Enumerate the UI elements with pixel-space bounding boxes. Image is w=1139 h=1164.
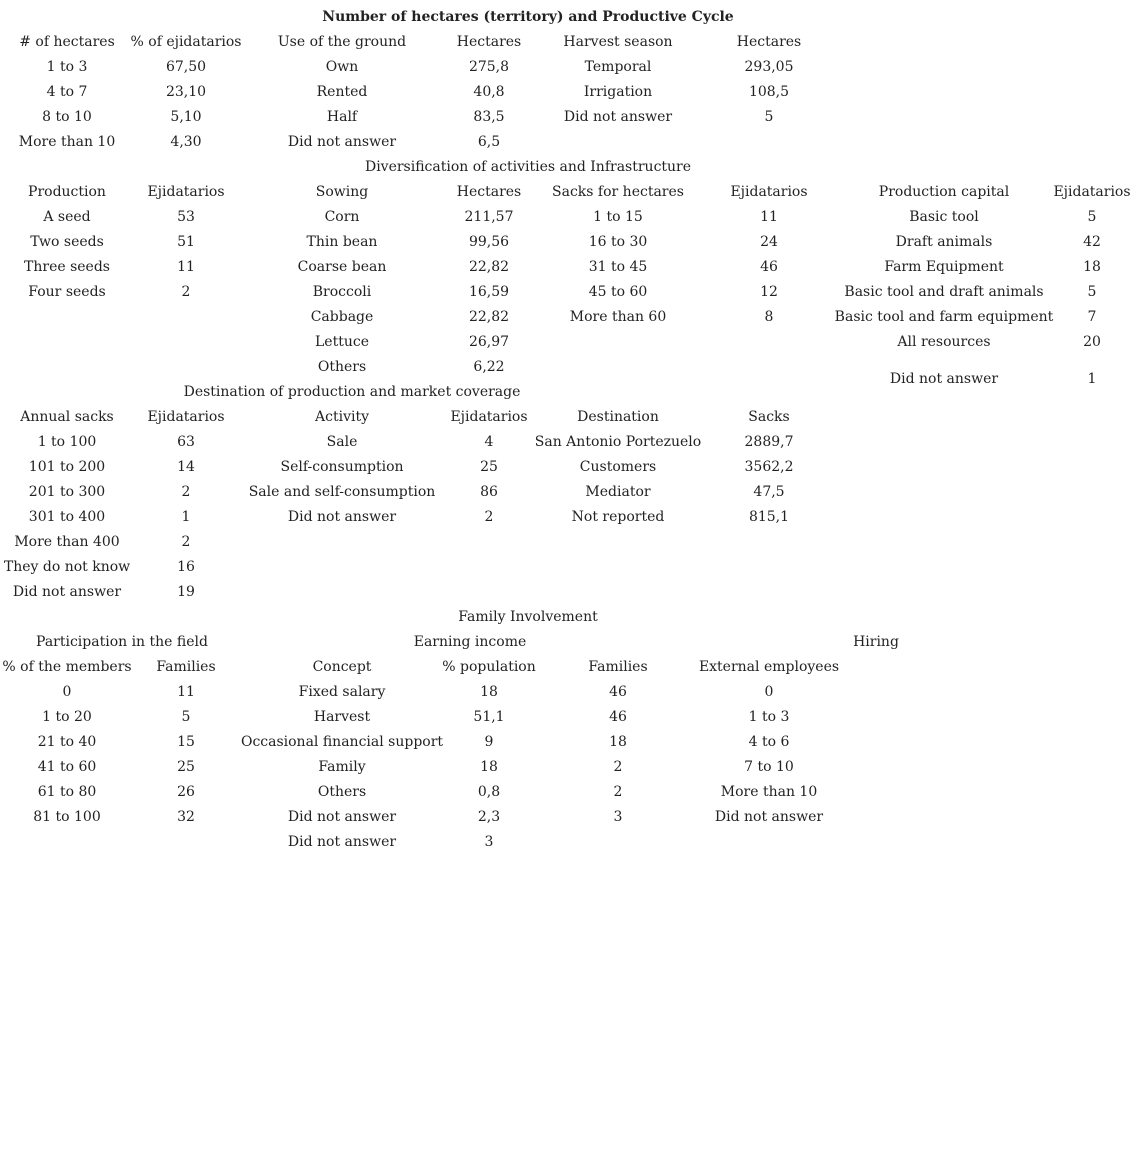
table-cell: Did not answer bbox=[12, 584, 122, 600]
table-cell: 5,10 bbox=[170, 109, 202, 125]
table-cell: 18 bbox=[1083, 259, 1101, 275]
table-cell: 42 bbox=[1083, 234, 1101, 250]
table-cell: 7 bbox=[1087, 309, 1097, 325]
table-cell: They do not know bbox=[3, 559, 131, 575]
table-cell: 12 bbox=[760, 284, 778, 300]
table-cell: 15 bbox=[177, 734, 195, 750]
table-cell: Others bbox=[317, 784, 367, 800]
table-cell: 5 bbox=[1087, 284, 1097, 300]
table-cell: 46 bbox=[609, 684, 627, 700]
table-cell: More than 400 bbox=[14, 534, 120, 550]
table-cell: Sacks bbox=[748, 409, 790, 425]
table-cell: Irrigation bbox=[583, 84, 653, 100]
table-cell: 21 to 40 bbox=[37, 734, 97, 750]
table-cell: 1 to 3 bbox=[46, 59, 88, 75]
table-cell: More than 10 bbox=[18, 134, 116, 150]
table-cell: Sale bbox=[326, 434, 358, 450]
table-cell: Corn bbox=[324, 209, 360, 225]
table-cell: 26,97 bbox=[468, 334, 510, 350]
table-cell: Four seeds bbox=[28, 284, 106, 300]
table-cell: 51 bbox=[177, 234, 195, 250]
table-cell: A seed bbox=[43, 209, 91, 225]
table-cell: 53 bbox=[177, 209, 195, 225]
table-cell: Ejidatarios bbox=[147, 409, 225, 425]
table-cell: More than 10 bbox=[720, 784, 818, 800]
table-cell: 5 bbox=[181, 709, 191, 725]
table-cell: More than 60 bbox=[569, 309, 667, 325]
table-cell: Customers bbox=[579, 459, 657, 475]
table-cell: Two seeds bbox=[30, 234, 104, 250]
table-cell: Ejidatarios bbox=[450, 409, 528, 425]
table-cell: Destination bbox=[577, 409, 659, 425]
table-cell: 3 bbox=[613, 809, 623, 825]
table-cell: 61 to 80 bbox=[37, 784, 97, 800]
capital-did-not-answer-label: Did not answer bbox=[889, 371, 999, 387]
section-title-hectares: Number of hectares (territory) and Productive Cycle bbox=[322, 9, 734, 25]
table-cell: 3 bbox=[484, 834, 494, 850]
table-cell: Broccoli bbox=[312, 284, 372, 300]
table-cell: Cabbage bbox=[310, 309, 374, 325]
table-cell: Sowing bbox=[315, 184, 369, 200]
table-cell: 1 to 100 bbox=[37, 434, 97, 450]
table-cell: 2 bbox=[181, 484, 191, 500]
table-cell: All resources bbox=[897, 334, 991, 350]
table-cell: Rented bbox=[316, 84, 368, 100]
section-title-diversification: Diversification of activities and Infrastructure bbox=[364, 159, 692, 175]
table-cell: Did not answer bbox=[287, 509, 397, 525]
table-cell: Did not answer bbox=[714, 809, 824, 825]
table-cell: Not reported bbox=[571, 509, 665, 525]
table-cell: Draft animals bbox=[895, 234, 993, 250]
table-cell: Did not answer bbox=[563, 109, 673, 125]
subtitle-hiring: Hiring bbox=[853, 634, 899, 650]
table-cell: 293,05 bbox=[744, 59, 794, 75]
table-cell: Basic tool and draft animals bbox=[844, 284, 1044, 300]
table-cell: 8 to 10 bbox=[42, 109, 92, 125]
table-cell: Fixed salary bbox=[298, 684, 386, 700]
table-cell: Mediator bbox=[585, 484, 651, 500]
table-cell: % of the members bbox=[2, 659, 132, 675]
table-cell: Did not answer bbox=[287, 809, 397, 825]
table-cell: 0 bbox=[764, 684, 774, 700]
table-cell: 5 bbox=[764, 109, 774, 125]
table-cell: 0,8 bbox=[477, 784, 501, 800]
table-cell: 201 to 300 bbox=[28, 484, 106, 500]
table-cell: Three seeds bbox=[24, 259, 110, 275]
table-cell: Others bbox=[317, 359, 367, 375]
table-cell: Production capital bbox=[878, 184, 1010, 200]
table-cell: 86 bbox=[480, 484, 498, 500]
table-cell: Ejidatarios bbox=[730, 184, 808, 200]
table-cell: 8 bbox=[764, 309, 774, 325]
table-cell: Coarse bean bbox=[297, 259, 387, 275]
table-cell: 3562,2 bbox=[744, 459, 794, 475]
table-cell: Basic tool and farm equipment bbox=[834, 309, 1054, 325]
table-cell: 81 to 100 bbox=[33, 809, 101, 825]
table-cell: Basic tool bbox=[909, 209, 979, 225]
table-cell: Harvest season bbox=[563, 34, 673, 50]
table-cell: 2889,7 bbox=[744, 434, 794, 450]
table-cell: 1 to 15 bbox=[593, 209, 643, 225]
table-cell: 23,10 bbox=[165, 84, 207, 100]
table-cell: 7 to 10 bbox=[744, 759, 794, 775]
table-cell: Concept bbox=[312, 659, 372, 675]
table-cell: Self-consumption bbox=[280, 459, 404, 475]
table-cell: 18 bbox=[609, 734, 627, 750]
table-cell: 67,50 bbox=[165, 59, 207, 75]
table-cell: 83,5 bbox=[473, 109, 505, 125]
table-cell: 211,57 bbox=[464, 209, 514, 225]
table-cell: 4,30 bbox=[170, 134, 202, 150]
table-cell: Half bbox=[326, 109, 358, 125]
table-cell: Lettuce bbox=[315, 334, 369, 350]
table-cell: Hectares bbox=[456, 184, 522, 200]
table-cell: 275,8 bbox=[468, 59, 510, 75]
table-cell: 18 bbox=[480, 759, 498, 775]
table-cell: Did not answer bbox=[287, 834, 397, 850]
table-cell: 14 bbox=[177, 459, 195, 475]
table-cell: Sale and self-consumption bbox=[248, 484, 436, 500]
table-cell: Activity bbox=[315, 409, 369, 425]
table-cell: 2 bbox=[484, 509, 494, 525]
table-cell: 1 to 3 bbox=[748, 709, 790, 725]
table-cell: 24 bbox=[760, 234, 778, 250]
table-cell: 18 bbox=[480, 684, 498, 700]
table-cell: 815,1 bbox=[748, 509, 790, 525]
table-cell: 2 bbox=[613, 759, 623, 775]
table-cell: 2 bbox=[613, 784, 623, 800]
table-cell: 101 to 200 bbox=[28, 459, 106, 475]
subtitle-participation: Participation in the field bbox=[36, 634, 208, 650]
table-cell: Use of the ground bbox=[277, 34, 407, 50]
table-cell: Ejidatarios bbox=[147, 184, 225, 200]
table-cell: 99,56 bbox=[468, 234, 510, 250]
table-cell: 45 to 60 bbox=[588, 284, 648, 300]
table-cell: Hectares bbox=[736, 34, 802, 50]
table-cell: Farm Equipment bbox=[884, 259, 1004, 275]
table-cell: 108,5 bbox=[748, 84, 790, 100]
table-cell: Ejidatarios bbox=[1053, 184, 1131, 200]
table-cell: 2,3 bbox=[477, 809, 501, 825]
table-cell: 6,22 bbox=[473, 359, 505, 375]
table-cell: 16,59 bbox=[468, 284, 510, 300]
section-title-family: Family Involvement bbox=[458, 609, 598, 625]
table-cell: Sacks for hectares bbox=[552, 184, 684, 200]
table-cell: Family bbox=[318, 759, 366, 775]
table-cell: 2 bbox=[181, 534, 191, 550]
table-cell: 16 to 30 bbox=[588, 234, 648, 250]
table-cell: 4 bbox=[484, 434, 494, 450]
table-cell: Temporal bbox=[584, 59, 652, 75]
table-cell: % of ejidatarios bbox=[130, 34, 242, 50]
table-cell: % population bbox=[442, 659, 536, 675]
table-cell: 4 to 6 bbox=[748, 734, 790, 750]
table-cell: 5 bbox=[1087, 209, 1097, 225]
table-cell: 9 bbox=[484, 734, 494, 750]
table-cell: 20 bbox=[1083, 334, 1101, 350]
table-cell: 16 bbox=[177, 559, 195, 575]
table-cell: 19 bbox=[177, 584, 195, 600]
table-cell: Hectares bbox=[456, 34, 522, 50]
table-cell: Families bbox=[588, 659, 648, 675]
table-cell: 32 bbox=[177, 809, 195, 825]
table-cell: San Antonio Portezuelo bbox=[534, 434, 702, 450]
table-cell: 301 to 400 bbox=[28, 509, 106, 525]
table-cell: 47,5 bbox=[753, 484, 785, 500]
table-cell: # of hectares bbox=[19, 34, 115, 50]
table-cell: 11 bbox=[177, 259, 195, 275]
table-cell: 31 to 45 bbox=[588, 259, 648, 275]
table-cell: 51,1 bbox=[473, 709, 505, 725]
table-cell: 11 bbox=[177, 684, 195, 700]
table-cell: 25 bbox=[177, 759, 195, 775]
table-cell: Families bbox=[156, 659, 216, 675]
table-cell: 25 bbox=[480, 459, 498, 475]
table-cell: 46 bbox=[609, 709, 627, 725]
table-cell: External employees bbox=[698, 659, 840, 675]
table-cell: 1 bbox=[181, 509, 191, 525]
table-cell: 0 bbox=[62, 684, 72, 700]
table-cell: 46 bbox=[760, 259, 778, 275]
table-cell: Thin bean bbox=[306, 234, 378, 250]
table-cell: Occasional financial support bbox=[240, 734, 444, 750]
table-cell: 40,8 bbox=[473, 84, 505, 100]
table-cell: 6,5 bbox=[477, 134, 501, 150]
table-cell: 41 to 60 bbox=[37, 759, 97, 775]
table-cell: Own bbox=[325, 59, 359, 75]
table-cell: 63 bbox=[177, 434, 195, 450]
table-cell: 1 to 20 bbox=[42, 709, 92, 725]
table-cell: Annual sacks bbox=[20, 409, 114, 425]
section-title-destination: Destination of production and market coverage bbox=[183, 384, 521, 400]
table-cell: Production bbox=[28, 184, 106, 200]
table-cell: 26 bbox=[177, 784, 195, 800]
table-cell: 22,82 bbox=[468, 309, 510, 325]
table-cell: 2 bbox=[181, 284, 191, 300]
table-cell: Did not answer bbox=[287, 134, 397, 150]
table-cell: 11 bbox=[760, 209, 778, 225]
capital-did-not-answer-value: 1 bbox=[1087, 371, 1097, 387]
table-cell: Harvest bbox=[313, 709, 371, 725]
subtitle-earning-income: Earning income bbox=[413, 634, 527, 650]
table-cell: 4 to 7 bbox=[46, 84, 88, 100]
table-cell: 22,82 bbox=[468, 259, 510, 275]
